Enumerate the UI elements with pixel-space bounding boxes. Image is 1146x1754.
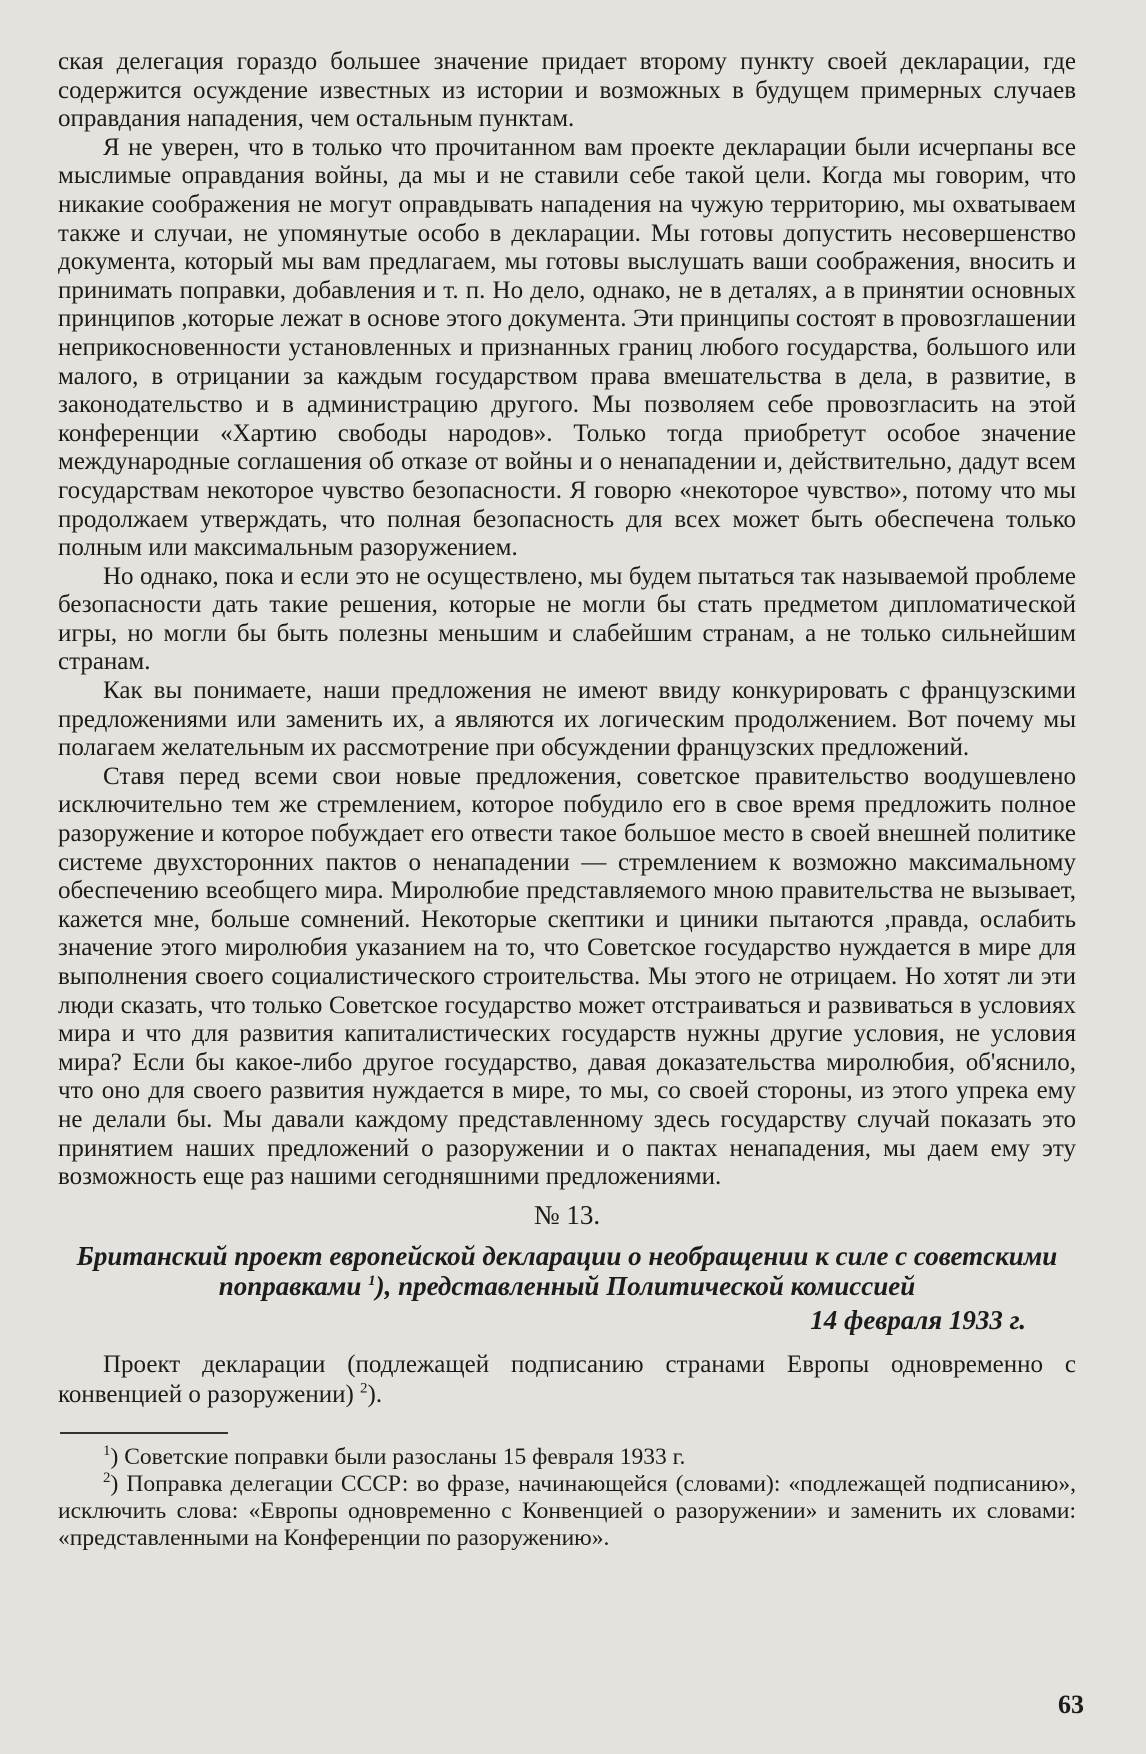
page-number: 63 (1058, 1690, 1084, 1719)
document-title-part1: Британский проект европейской декларации о необращении к силе с советскими поправками (76, 1240, 1058, 1301)
footnote-ref: 2 (360, 1380, 368, 1397)
footnote-mark: 1 (103, 1442, 111, 1459)
paragraph: Ставя перед всеми свои новые предложения, советское правительство воодушевлено исключительно тем же стремлением, которое побудило его в свое время предложить полное разоружение и которое побуждает его отвести такое большое место в своей внешней политике системе двухсторонних пактов о ненападении — стремлением к возможно максимальному обеспечению всеобщего мира. Миролюбие представляемого мною правительства не вызывает, кажется мне, больше сомнений. Некоторые скептики и циники пытаются ,правда, ослабить значение этого миролюбия указанием на то, что Советское государство нуждается в мире для выполнения своего социалистического строительства. Мы этого не отрицаем. Но хотят ли эти люди сказать, что только Советское государство может отстраиваться и развиваться в условиях мира и что для развития капиталистических государств нужны другие условия, не условия мира? Если бы какое-либо другое государство, давая доказательства миролюбия, об'яснило, что оно для своего развития нуждается в мире, то мы, со своей стороны, из этого упрека ему не делали бы. Мы давали каждому представленному здесь государству случай показать это принятием наших предложений о разоружении и о пактах ненападения, мы даем ему эту возможность еще раз нашими сегодняшними предложениями. (58, 762, 1076, 1191)
paragraph: ская делегация гораздо большее значение придает второму пункту своей декларации, где содержится осуждение известных из истории и возможных в будущем примерных случаев оправдания нападения, чем остальным пунктам. (58, 48, 1076, 133)
document-date: 14 февраля 1933 г. (810, 1304, 1026, 1335)
document-title: Британский проект европейской декларации о необращении к силе с советскими поправками $^1$), представленный Политической комиссией (76, 1240, 1058, 1301)
document-title-part2: , представленный Политической комиссией (384, 1270, 916, 1301)
footnote-text: Поправка делегации СССР: во фразе, начинающейся (словами): «подлежащей подписанию», исключить слова: «Европы одновременно с Конвенцией о разоружении» и заменить их словами: «представленными на Конференции по разоружению». (58, 1470, 1076, 1551)
footnote: $^1$) Советские поправки были разосланы 15 февраля 1933 г. (103, 1442, 686, 1470)
document-number: № 13. (533, 1199, 601, 1230)
footnote-ref: 1 (368, 1272, 376, 1289)
footnote-divider (60, 1432, 228, 1434)
intro-paragraph: Проект декларации (подлежащей подписанию странами Европы одновременно с конвенцией о разоружении) $^2$). (58, 1350, 1076, 1408)
intro-text: Проект декларации (подлежащей подписанию странами Европы одновременно с конвенцией о разоружении) (58, 1350, 1076, 1408)
footnote-text: Советские поправки были разосланы 15 февраля 1933 г. (124, 1443, 686, 1470)
paragraph: Как вы понимаете, наши предложения не имеют ввиду конкурировать с французскими предложениями или заменить их, а являются их логическим продолжением. Вот почему мы полагаем желательным их рассмотрение при обсуждении французских предложений. (58, 677, 1076, 762)
paragraph: Но однако, пока и если это не осуществлено, мы будем пытаться так называемой проблеме безопасности дать такие решения, которые не могли бы стать предметом дипломатической игры, но могли бы быть полезны меньшим и слабейшим странам, а не только сильнейшим странам. (58, 562, 1076, 676)
footnote: $^2$) Поправка делегации СССР: во фразе, начинающейся (словами): «подлежащей подписанию», исключить слова: «Европы одновременно с Конвенцией о разоружении» и заменить их словами: «представленными на Конференции по разоружению». (58, 1469, 1076, 1551)
body-text (58, 48, 1076, 1192)
document-intro (58, 1350, 1076, 1410)
paragraph: Я не уверен, что в только что прочитанном вам проекте декларации были исчерпаны все мыслимые оправдания войны, да мы и не ставили себе такой цели. Когда мы говорим, что никакие соображения не могут оправдывать нападения на чужую территорию, мы охватываем также и случаи, не упомянутые особо в декларации. Мы готовы допустить несовершенство документа, который мы вам предлагаем, мы готовы выслушать ваши соображения, вносить и принимать поправки, добавления и т. п. Но дело, однако, не в деталях, а в принятии основных принципов ,которые лежат в основе этого документа. Эти принципы состоят в провозглашении неприкосновенности установленных и признанных границ любого государства, большого или малого, в отрицании за каждым государством права вмешательства в дела, в развитие, в законодательство и в администрацию другого. Мы позволяем себе провозгласить на этой конференции «Хартию свободы народов». Только тогда приобретут особое значение международные соглашения об отказе от войны и о ненападении и, действительно, дадут всем государствам некоторое чувство безопасности. Я говорю «некоторое чувство», потому что мы продолжаем утверждать, что полная безопасность для всех может быть обеспечена только полным или максимальным разоружением. (58, 133, 1076, 562)
footnote-mark: 2 (103, 1469, 111, 1486)
footnotes (58, 1444, 1076, 1552)
